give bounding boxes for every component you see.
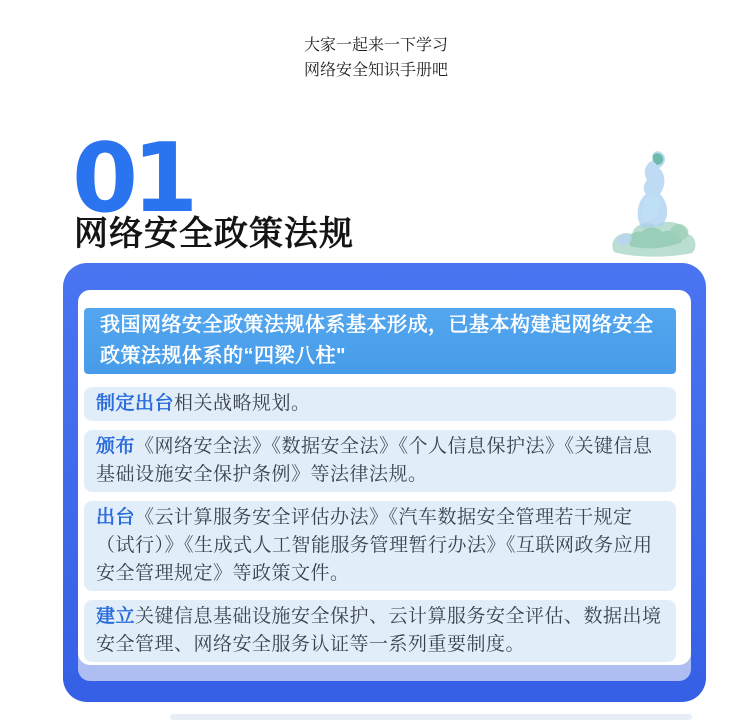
banner-text: 我国网络安全政策法规体系基本形成，已基本构建起网络安全政策法规体系的 (100, 314, 654, 367)
row-text: 《云计算服务安全评估办法》《汽车数据安全管理若干规定（试行）》《生成式人工智能服务管理暂行办法》《互联网政务应用安全管理规定》等政策文件。 (96, 507, 653, 584)
row-text: 《网络安全法》《数据安全法》《个人信息保护法》《关键信息基础设施安全保护条例》等法律法规。 (96, 436, 653, 485)
policy-row-strategy (84, 387, 676, 421)
intro-caption-line1: 大家一起来一下学习 (303, 37, 448, 54)
banner-highlight: “四梁八柱" (243, 345, 346, 367)
policy-row-measures (84, 501, 676, 591)
row-text: 相关战略规划。 (174, 393, 311, 414)
row-lead: 制定出台 (96, 393, 175, 414)
section-number: 01 (72, 124, 193, 234)
section-title: 网络安全政策法规 (74, 215, 354, 253)
card-panel (78, 290, 691, 665)
intro-caption-line2: 网络安全知识手册吧 (303, 62, 448, 79)
row-lead: 出台 (96, 507, 136, 528)
card-banner (84, 308, 676, 374)
intro-caption (0, 33, 752, 83)
row-lead: 建立 (96, 606, 136, 627)
policy-rows (84, 387, 676, 662)
policy-row-systems (84, 600, 676, 662)
policy-row-laws (84, 430, 676, 492)
five-rams-statue-illustration (600, 150, 705, 260)
row-text: 关键信息基础设施安全保护、云计算服务安全评估、数据出境安全管理、网络安全服务认证等一系列重要制度。 (96, 606, 662, 655)
policy-card (63, 263, 706, 702)
next-section-hint (170, 714, 692, 720)
row-lead: 颁布 (96, 436, 136, 457)
